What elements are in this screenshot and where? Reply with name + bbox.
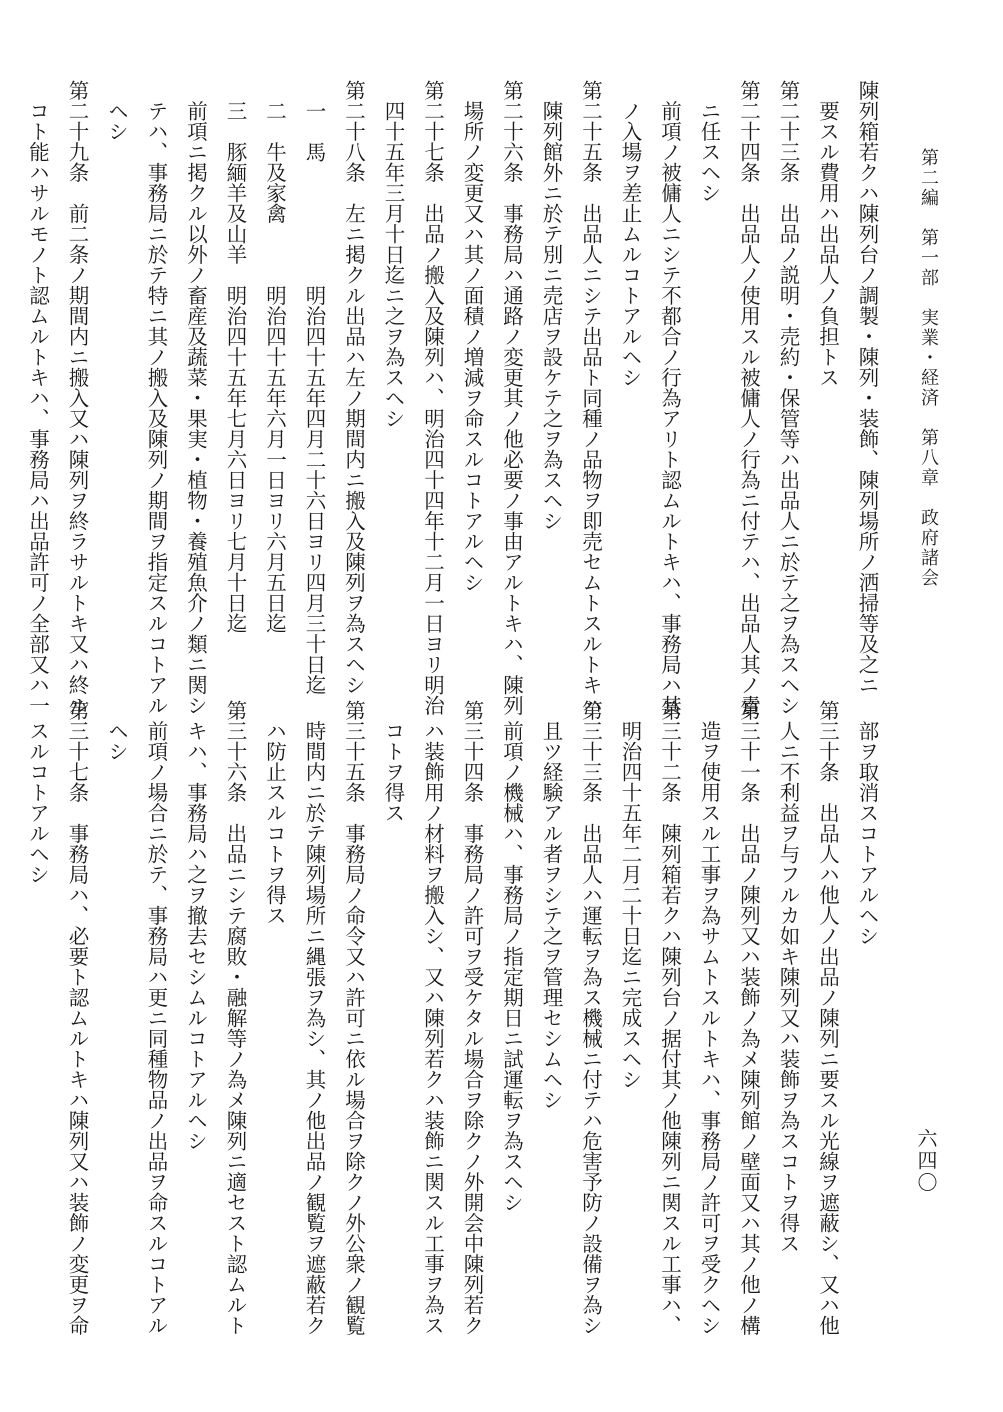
text-line: 前項ニ掲クル以外ノ畜産及蔬菜・果実・植物・養殖魚介ノ類ニ関シ xyxy=(183,80,208,716)
text-line: ヘシ xyxy=(104,700,129,762)
text-line: ハ防止スルコトヲ得ス xyxy=(262,700,287,926)
text-line: ヘシ xyxy=(104,80,129,142)
upper-text-block xyxy=(17,80,886,716)
text-line: 陳列館外ニ於テ別ニ売店ヲ設ケテ之ヲ為スヘシ xyxy=(539,80,563,531)
text-line: 前項ノ被傭人ニシテ不都合ノ行為アリト認ムルトキハ、事務局ハ其 xyxy=(657,80,682,716)
text-line: 第二十三条 出品ノ説明・売約・保管等ハ出品人ニ於テ之ヲ為スヘシ xyxy=(776,80,800,716)
text-line: 一 馬 明治四十五年四月二十六日ヨリ四月三十日迄 xyxy=(302,80,326,695)
text-line: 三 豚緬羊及山羊 明治四十五年七月六日ヨリ七月十日迄 xyxy=(223,80,247,634)
text-line: ノ入場ヲ差止ムルコトアルヘシ xyxy=(618,80,642,388)
text-line: 部ヲ取消スコトアルヘシ xyxy=(855,700,879,946)
text-line: 明治四十五年二月二十日迄ニ完成スヘシ xyxy=(618,700,642,1090)
text-line: 第三十四条 事務局ノ許可ヲ受ケタル場合ヲ除クノ外開会中陳列若ク xyxy=(460,700,484,1336)
text-line: 前項ノ場合ニ於テ、事務局ハ更ニ同種物品ノ出品ヲ命スルコトアル xyxy=(144,700,168,1336)
page-number: 六四〇 xyxy=(914,1128,938,1194)
text-line: 陳列箱若クハ陳列台ノ調製・陳列・装飾、陳列場所ノ洒掃等及之ニ xyxy=(855,80,879,695)
text-line: テハ、事務局ニ於テ特ニ其ノ搬入及陳列ノ期間ヲ指定スルコトアル xyxy=(144,80,168,716)
text-line: 且ツ経験アル者ヲシテ之ヲ管理セシムヘシ xyxy=(539,700,563,1110)
text-line: 要スル費用ハ出品人ノ負担トス xyxy=(815,80,840,388)
text-line: キハ、事務局ハ之ヲ撤去セシムルコトアルヘシ xyxy=(183,700,208,1151)
text-line: 二 牛及家禽 明治四十五年六月一日ヨリ六月五日迄 xyxy=(262,80,287,634)
text-line: 第三十一条 出品ノ陳列又ハ装飾ノ為メ陳列館ノ壁面又ハ其ノ他ノ構 xyxy=(736,700,761,1336)
text-line: 第二十八条 左ニ掲クル出品ハ左ノ期間内ニ搬入及陳列ヲ為スヘシ xyxy=(341,80,366,695)
text-line: 第三十七条 事務局ハ、必要ト認ムルトキハ陳列又ハ装飾ノ変更ヲ命 xyxy=(65,700,89,1336)
text-line: 第二十四条 出品人ノ使用スル被傭人ノ行為ニ付テハ、出品人其ノ責 xyxy=(736,80,761,716)
text-line: スルコトアルヘシ xyxy=(25,700,50,885)
text-line: コト能ハサルモノト認ムルトキハ、事務局ハ出品許可ノ全部又ハ一 xyxy=(25,80,50,716)
text-line: 四十五年三月十日迄ニ之ヲ為スヘシ xyxy=(381,80,405,429)
text-line: 第三十五条 事務局ノ命令又ハ許可ニ依ル場合ヲ除クノ外公衆ノ観覧 xyxy=(341,700,366,1336)
text-line: ニ任スヘシ xyxy=(697,80,721,203)
text-line: 第二十七条 出品ノ搬入及陳列ハ、明治四十四年十二月一日ヨリ明治 xyxy=(420,80,445,716)
text-line: 第三十三条 出品人ハ運転ヲ為ス機械ニ付テハ危害予防ノ設備ヲ為シ xyxy=(578,700,603,1336)
lower-text-block xyxy=(17,700,886,1336)
text-line: 第二十九条 前二条ノ期間内ニ搬入又ハ陳列ヲ終ラサルトキ又ハ終ル xyxy=(65,80,89,716)
text-line: ハ装飾用ノ材料ヲ搬入シ、又ハ陳列若クハ装飾ニ関スル工事ヲ為ス xyxy=(420,700,445,1336)
text-line: 第二十六条 事務局ハ通路ノ変更其ノ他必要ノ事由アルトキハ、陳列 xyxy=(499,80,524,716)
text-line: 前項ノ機械ハ、事務局ノ指定期日ニ試運転ヲ為スヘシ xyxy=(499,700,524,1213)
text-line: 第二十五条 出品人ニシテ出品ト同種ノ品物ヲ即売セムトスルトキハ xyxy=(578,80,603,716)
text-line: 第三十条 出品人ハ他人ノ出品ノ陳列ニ要スル光線ヲ遮蔽シ、又ハ他 xyxy=(815,700,840,1336)
text-line: 人ニ不利益ヲ与フルカ如キ陳列又ハ装飾ヲ為スコトヲ得ス xyxy=(776,700,800,1254)
running-header: 第二編 第一部 実業・経済 第八章 政府諸会 xyxy=(918,148,939,588)
text-line: 時間内ニ於テ陳列場所ニ縄張ヲ為シ、其ノ他出品ノ観覧ヲ遮蔽若ク xyxy=(302,700,326,1336)
text-line: コトヲ得ス xyxy=(381,700,405,823)
text-line: 第三十六条 出品ニシテ腐敗・融解等ノ為メ陳列ニ適セスト認ムルト xyxy=(223,700,247,1336)
text-line: 第三十二条 陳列箱若クハ陳列台ノ据付其ノ他陳列ニ関スル工事ハ、 xyxy=(657,700,682,1336)
text-line: 場所ノ変更又ハ其ノ面積ノ増減ヲ命スルコトアルヘシ xyxy=(460,80,484,593)
text-line: 造ヲ使用スル工事ヲ為サムトスルトキハ、事務局ノ許可ヲ受クヘシ xyxy=(697,700,721,1336)
